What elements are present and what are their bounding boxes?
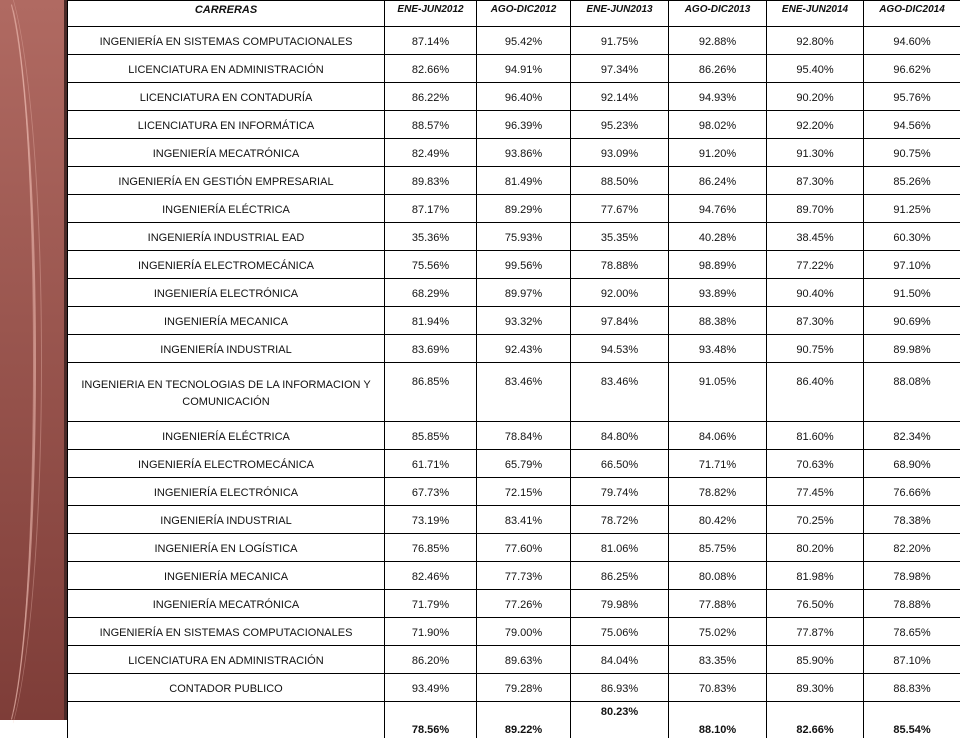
career-name-cell: INGENIERÍA INDUSTRIAL [68, 506, 385, 534]
percentage-cell: 95.23% [571, 111, 669, 139]
percentage-cell: 61.71% [385, 450, 477, 478]
percentage-cell: 78.72% [571, 506, 669, 534]
percentage-cell: 81.94% [385, 307, 477, 335]
percentage-cell: 78.38% [864, 506, 960, 534]
percentage-cell: 89.63% [477, 646, 571, 674]
percentage-cell: 87.10% [864, 646, 960, 674]
career-name-cell: LICENCIATURA EN INFORMÁTICA [68, 111, 385, 139]
percentage-cell: 91.30% [767, 139, 864, 167]
career-name-cell: INGENIERÍA MECANICA [68, 307, 385, 335]
percentage-cell: 88.08% [864, 363, 960, 422]
percentage-cell: 95.42% [477, 27, 571, 55]
percentage-cell: 88.50% [571, 167, 669, 195]
percentage-cell: 93.89% [669, 279, 767, 307]
percentage-cell: 88.83% [864, 674, 960, 702]
percentage-cell: 75.56% [385, 251, 477, 279]
percentage-cell: 99.56% [477, 251, 571, 279]
percentage-cell: 78.65% [864, 618, 960, 646]
percentage-cell: 90.75% [864, 139, 960, 167]
percentage-cell: 76.66% [864, 478, 960, 506]
percentage-cell: 82.49% [385, 139, 477, 167]
percentage-cell: 90.40% [767, 279, 864, 307]
percentage-cell: 35.35% [571, 223, 669, 251]
percentage-cell: 85.90% [767, 646, 864, 674]
percentage-cell: 92.43% [477, 335, 571, 363]
percentage-cell: 82.66% [385, 55, 477, 83]
percentage-cell: 86.85% [385, 363, 477, 422]
percentage-cell: 76.50% [767, 590, 864, 618]
career-name-cell: INGENIERÍA MECATRÓNICA [68, 139, 385, 167]
percentage-cell: 85.26% [864, 167, 960, 195]
table-row [68, 335, 960, 363]
career-name-cell: INGENIERÍA INDUSTRIAL EAD [68, 223, 385, 251]
percentage-cell: 91.05% [669, 363, 767, 422]
percentage-cell: 76.85% [385, 534, 477, 562]
percentage-cell: 91.75% [571, 27, 669, 55]
table-row [68, 55, 960, 83]
table-header-row [68, 1, 960, 27]
table-row [68, 307, 960, 335]
percentage-cell: 70.83% [669, 674, 767, 702]
table-row [68, 450, 960, 478]
percentage-cell: 94.56% [864, 111, 960, 139]
total-percentage-cell: 88.10% [669, 702, 767, 739]
percentage-cell: 77.26% [477, 590, 571, 618]
career-name-cell: INGENIERIA EN TECNOLOGIAS DE LA INFORMACION Y COMUNICACIÓN [68, 363, 385, 422]
percentage-cell: 79.28% [477, 674, 571, 702]
percentage-cell: 68.29% [385, 279, 477, 307]
percentage-cell: 60.30% [864, 223, 960, 251]
percentage-cell: 88.57% [385, 111, 477, 139]
career-name-cell: LICENCIATURA EN ADMINISTRACIÓN [68, 646, 385, 674]
percentage-cell: 80.08% [669, 562, 767, 590]
percentage-cell: 70.63% [767, 450, 864, 478]
table-row [68, 363, 960, 422]
percentage-cell: 77.73% [477, 562, 571, 590]
percentage-cell: 86.22% [385, 83, 477, 111]
percentage-cell: 75.93% [477, 223, 571, 251]
percentage-cell: 92.20% [767, 111, 864, 139]
percentage-cell: 71.71% [669, 450, 767, 478]
percentage-cell: 82.20% [864, 534, 960, 562]
percentage-cell: 77.87% [767, 618, 864, 646]
percentage-cell: 93.48% [669, 335, 767, 363]
table-row [68, 674, 960, 702]
total-percentage-cell: 78.56% [385, 702, 477, 739]
percentage-cell: 73.19% [385, 506, 477, 534]
percentage-cell: 79.00% [477, 618, 571, 646]
percentage-cell: 97.34% [571, 55, 669, 83]
percentage-cell: 89.30% [767, 674, 864, 702]
percentage-cell: 77.60% [477, 534, 571, 562]
total-percentage-cell: 89.22% [477, 702, 571, 739]
column-header-period: ENE-JUN2014 [767, 1, 864, 27]
percentage-cell: 86.93% [571, 674, 669, 702]
percentage-cell: 84.06% [669, 422, 767, 450]
percentage-cell: 86.40% [767, 363, 864, 422]
percentage-cell: 65.79% [477, 450, 571, 478]
career-name-cell: LICENCIATURA EN CONTADURÍA [68, 83, 385, 111]
career-name-cell: INGENIERÍA EN LOGÍSTICA [68, 534, 385, 562]
percentage-cell: 96.62% [864, 55, 960, 83]
table-row [68, 478, 960, 506]
percentage-cell: 87.17% [385, 195, 477, 223]
percentage-cell: 82.46% [385, 562, 477, 590]
percentage-cell: 89.70% [767, 195, 864, 223]
percentage-cell: 95.76% [864, 83, 960, 111]
percentage-cell: 78.98% [864, 562, 960, 590]
career-name-cell: INGENIERÍA ELECTRÓNICA [68, 279, 385, 307]
career-name-cell: INGENIERÍA INDUSTRIAL [68, 335, 385, 363]
percentage-cell: 75.02% [669, 618, 767, 646]
table-row [68, 279, 960, 307]
percentage-cell: 81.98% [767, 562, 864, 590]
career-name-cell: INGENIERÍA MECANICA [68, 562, 385, 590]
career-name-cell: INGENIERÍA EN SISTEMAS COMPUTACIONALES [68, 27, 385, 55]
percentage-cell: 70.25% [767, 506, 864, 534]
percentage-cell: 71.90% [385, 618, 477, 646]
percentage-cell: 91.50% [864, 279, 960, 307]
percentage-cell: 81.60% [767, 422, 864, 450]
column-header-period: AGO-DIC2013 [669, 1, 767, 27]
percentage-cell: 98.02% [669, 111, 767, 139]
percentage-cell: 79.98% [571, 590, 669, 618]
total-percentage-cell: 80.23% [571, 702, 669, 739]
percentage-cell: 71.79% [385, 590, 477, 618]
percentage-cell: 85.85% [385, 422, 477, 450]
career-name-cell: CONTADOR PUBLICO [68, 674, 385, 702]
percentage-cell: 78.88% [864, 590, 960, 618]
percentage-cell: 94.60% [864, 27, 960, 55]
percentage-cell: 95.40% [767, 55, 864, 83]
column-header-careers: CARRERAS [68, 1, 385, 27]
percentage-cell: 93.32% [477, 307, 571, 335]
career-name-cell: INGENIERÍA EN SISTEMAS COMPUTACIONALES [68, 618, 385, 646]
percentage-cell: 90.20% [767, 83, 864, 111]
percentage-cell: 92.14% [571, 83, 669, 111]
percentage-cell: 84.80% [571, 422, 669, 450]
percentage-cell: 78.84% [477, 422, 571, 450]
percentage-cell: 90.69% [864, 307, 960, 335]
percentage-cell: 81.49% [477, 167, 571, 195]
percentage-cell: 83.35% [669, 646, 767, 674]
percentage-cell: 89.98% [864, 335, 960, 363]
column-header-period: AGO-DIC2014 [864, 1, 960, 27]
table-row [68, 646, 960, 674]
table-row [68, 167, 960, 195]
percentage-cell: 83.41% [477, 506, 571, 534]
percentage-cell: 40.28% [669, 223, 767, 251]
career-name-cell: LICENCIATURA EN ADMINISTRACIÓN [68, 55, 385, 83]
percentage-cell: 92.80% [767, 27, 864, 55]
percentage-cell: 98.89% [669, 251, 767, 279]
table-row [68, 27, 960, 55]
percentage-cell: 91.20% [669, 139, 767, 167]
table-row [68, 590, 960, 618]
percentage-cell: 86.25% [571, 562, 669, 590]
percentage-cell: 77.88% [669, 590, 767, 618]
percentage-cell: 83.69% [385, 335, 477, 363]
percentage-cell: 79.74% [571, 478, 669, 506]
percentage-cell: 68.90% [864, 450, 960, 478]
percentage-cell: 87.30% [767, 167, 864, 195]
percentage-cell: 93.49% [385, 674, 477, 702]
percentage-cell: 67.73% [385, 478, 477, 506]
percentage-cell: 93.86% [477, 139, 571, 167]
career-name-cell: INGENIERÍA ELECTROMECÁNICA [68, 251, 385, 279]
table-row [68, 618, 960, 646]
table-row [68, 111, 960, 139]
percentage-cell: 86.26% [669, 55, 767, 83]
career-name-cell: INGENIERÍA EN GESTIÓN EMPRESARIAL [68, 167, 385, 195]
table-row [68, 422, 960, 450]
percentage-cell: 90.75% [767, 335, 864, 363]
percentage-cell: 92.88% [669, 27, 767, 55]
career-name-cell: INGENIERÍA ELECTRÓNICA [68, 478, 385, 506]
percentage-cell: 77.67% [571, 195, 669, 223]
column-header-period: AGO-DIC2012 [477, 1, 571, 27]
percentage-cell: 94.76% [669, 195, 767, 223]
table-row [68, 195, 960, 223]
total-percentage-cell: 82.66% [767, 702, 864, 739]
table-row [68, 251, 960, 279]
percentage-cell: 88.38% [669, 307, 767, 335]
percentage-cell: 89.97% [477, 279, 571, 307]
percentage-cell: 66.50% [571, 450, 669, 478]
percentage-cell: 81.06% [571, 534, 669, 562]
percentage-cell: 93.09% [571, 139, 669, 167]
percentage-cell: 91.25% [864, 195, 960, 223]
percentage-cell: 86.24% [669, 167, 767, 195]
percentage-cell: 94.93% [669, 83, 767, 111]
percentage-cell: 35.36% [385, 223, 477, 251]
percentage-cell: 78.88% [571, 251, 669, 279]
percentage-cell: 78.82% [669, 478, 767, 506]
table-row [68, 534, 960, 562]
percentage-cell: 96.40% [477, 83, 571, 111]
table-body [68, 27, 960, 702]
decorative-side-band [0, 0, 66, 720]
approval-rates-table [67, 0, 960, 738]
percentage-cell: 87.14% [385, 27, 477, 55]
percentage-cell: 84.04% [571, 646, 669, 674]
career-name-cell: INGENIERÍA MECATRÓNICA [68, 590, 385, 618]
percentage-cell: 82.34% [864, 422, 960, 450]
column-header-period: ENE-JUN2012 [385, 1, 477, 27]
percentage-cell: 94.53% [571, 335, 669, 363]
percentage-cell: 96.39% [477, 111, 571, 139]
column-header-period: ENE-JUN2013 [571, 1, 669, 27]
percentage-cell: 77.22% [767, 251, 864, 279]
percentage-cell: 87.30% [767, 307, 864, 335]
career-name-cell: INGENIERÍA ELÉCTRICA [68, 422, 385, 450]
percentage-cell: 89.29% [477, 195, 571, 223]
percentage-cell: 72.15% [477, 478, 571, 506]
table-row [68, 139, 960, 167]
percentage-cell: 89.83% [385, 167, 477, 195]
percentage-cell: 75.06% [571, 618, 669, 646]
table-row [68, 506, 960, 534]
table-row [68, 83, 960, 111]
career-name-cell: INGENIERÍA ELECTROMECÁNICA [68, 450, 385, 478]
percentage-cell: 83.46% [571, 363, 669, 422]
table-row [68, 223, 960, 251]
percentage-cell: 80.42% [669, 506, 767, 534]
percentage-cell: 86.20% [385, 646, 477, 674]
percentage-cell: 97.84% [571, 307, 669, 335]
percentage-cell: 83.46% [477, 363, 571, 422]
percentage-cell: 92.00% [571, 279, 669, 307]
percentage-cell: 38.45% [767, 223, 864, 251]
career-name-cell: INGENIERÍA ELÉCTRICA [68, 195, 385, 223]
percentage-cell: 80.20% [767, 534, 864, 562]
percentage-cell: 97.10% [864, 251, 960, 279]
percentage-cell: 77.45% [767, 478, 864, 506]
percentage-cell: 85.75% [669, 534, 767, 562]
table-row [68, 562, 960, 590]
total-percentage-cell: 85.54% [864, 702, 960, 739]
percentage-cell: 94.91% [477, 55, 571, 83]
